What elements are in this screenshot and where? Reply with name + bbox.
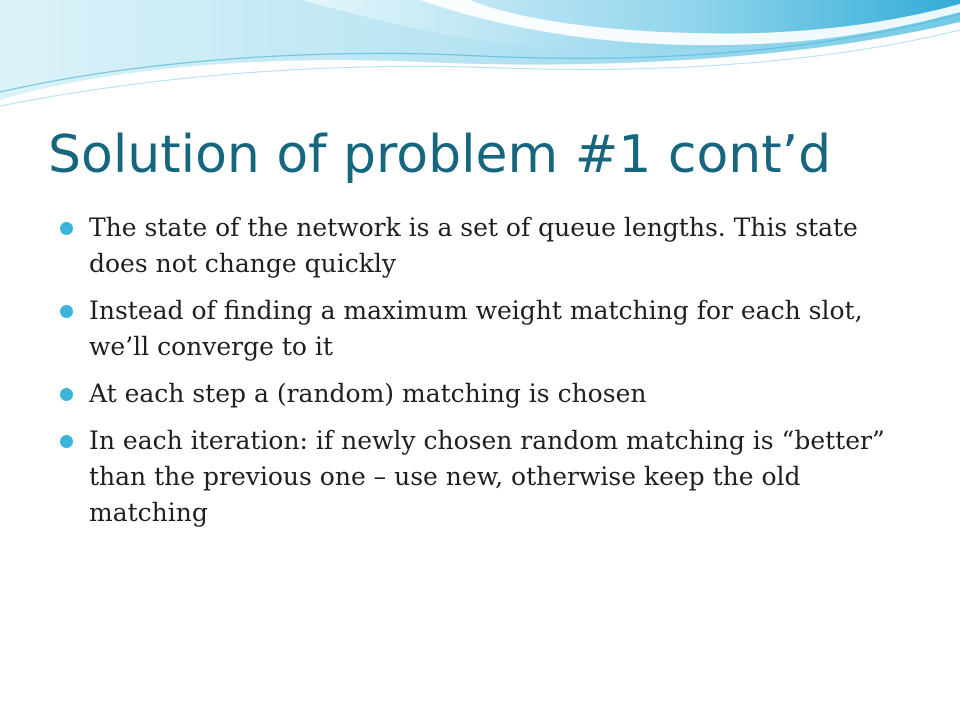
bullet-item [60,423,910,531]
bullet-list [60,210,910,542]
bullet-text: At each step a (random) matching is chosen [89,379,647,408]
bullet-item [60,293,910,365]
bullet-dot-icon [60,222,73,235]
bullet-text: Instead of finding a maximum weight matching for each slot, we’ll converge to it [89,296,863,361]
bullet-dot-icon [60,388,73,401]
slide-title: Solution of problem #1 cont’d [48,125,832,185]
bullet-dot-icon [60,435,73,448]
header-wave-decoration [0,0,960,120]
bullet-item [60,210,910,282]
bullet-dot-icon [60,305,73,318]
bullet-item [60,376,910,412]
bullet-text: The state of the network is a set of queue lengths. This state does not change quickly [89,213,858,278]
bullet-text: In each iteration: if newly chosen random matching is “better” than the previous one – use new, otherwise keep the old matching [89,426,885,527]
